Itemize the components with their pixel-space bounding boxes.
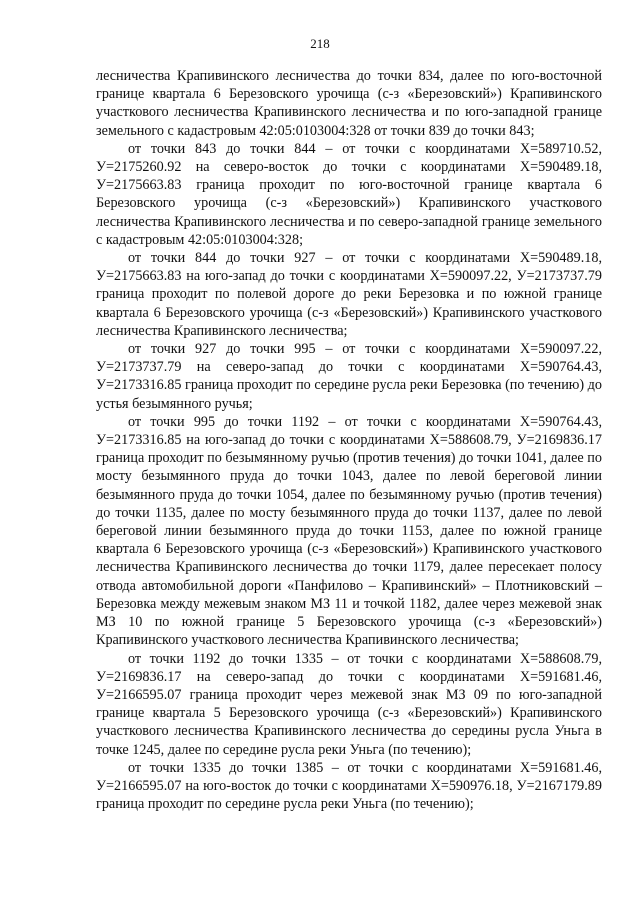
document-body	[96, 67, 602, 813]
paragraph: от точки 1192 до точки 1335 – от точки с координатами Х=588608.79, У=2169836.17 на северо-запад до точки с координатами Х=591681.46, У=2166595.07 граница проходит через межевой знак МЗ 09 по юго-западной границе квартала 5 Березовского урочища (с-з «Березовский») Крапивинского участкового лесничества Крапивинского лесничества до середины русла Уньга в точке 1245, далее по середине русла реки Уньга (по течению);	[96, 650, 602, 758]
paragraph: от точки 1335 до точки 1385 – от точки с координатами Х=591681.46, У=2166595.07 на юго-восток до точки с координатами Х=590976.18, У=2167179.89 граница проходит по середине русла реки Уньга (по течению);	[96, 759, 602, 813]
paragraph: от точки 995 до точки 1192 – от точки с координатами Х=590764.43, У=2173316.85 на юго-запад до точки с координатами Х=588608.79, У=2169836.17 граница проходит по безымянному ручью (против течения) до точки 1041, далее по мосту безымянного пруда до точки 1043, далее по левой береговой линии безымянного пруда до точки 1054, далее по безымянному ручью (против течения) до точки 1135, далее по мосту безымянного пруда до точки 1137, далее по левой береговой линии безымянного пруда до точки 1153, далее по южной границе квартала 6 Березовского урочища (с-з «Березовский») Крапивинского участкового лесничества Крапивинского лесничества до точки 1179, далее пересекает полосу отвода автомобильной дороги «Панфилово – Крапивинский» – Плотниковский – Березовка между межевым знаком МЗ 11 и точкой 1182, далее через межевой знак МЗ 10 по южной границе 5 Березовского урочища (с-з «Березовский») Крапивинского участкового лесничества Крапивинского лесничества;	[96, 413, 602, 649]
paragraph: от точки 844 до точки 927 – от точки с координатами Х=590489.18, У=2175663.83 на юго-запад до точки с координатами Х=590097.22, У=2173737.79 граница проходит по полевой дороге до реки Березовка и по южной границе квартала 6 Березовского урочища (с-з «Березовский») Крапивинского участкового лесничества Крапивинского лесничества;	[96, 250, 602, 339]
paragraph: от точки 843 до точки 844 – от точки с координатами Х=589710.52, У=2175260.92 на северо-восток до точки с координатами Х=590489.18, У=2175663.83 граница проходит по юго-восточной границе квартала 6 Березовского урочища (с-з «Березовский») Крапивинского участкового лесничества Крапивинского лесничества и по северо-западной границе земельного с кадастровым 42:05:0103004:328;	[96, 140, 602, 248]
paragraph: лесничества Крапивинского лесничества до точки 834, далее по юго-восточной границе квартала 6 Березовского урочища (с-з «Березовский») Крапивинского участкового лесничества Крапивинского лесничества и по юго-западной границе земельного с кадастровым 42:05:0103004:328 от точки 839 до точки 843;	[96, 68, 602, 139]
paragraph: от точки 927 до точки 995 – от точки с координатами Х=590097.22, У=2173737.79 на северо-запад до точки с координатами Х=590764.43, У=2173316.85 граница проходит по середине русла реки Березовка (по течению) до устья безымянного ручья;	[96, 341, 602, 412]
page-number: 218	[310, 36, 330, 51]
